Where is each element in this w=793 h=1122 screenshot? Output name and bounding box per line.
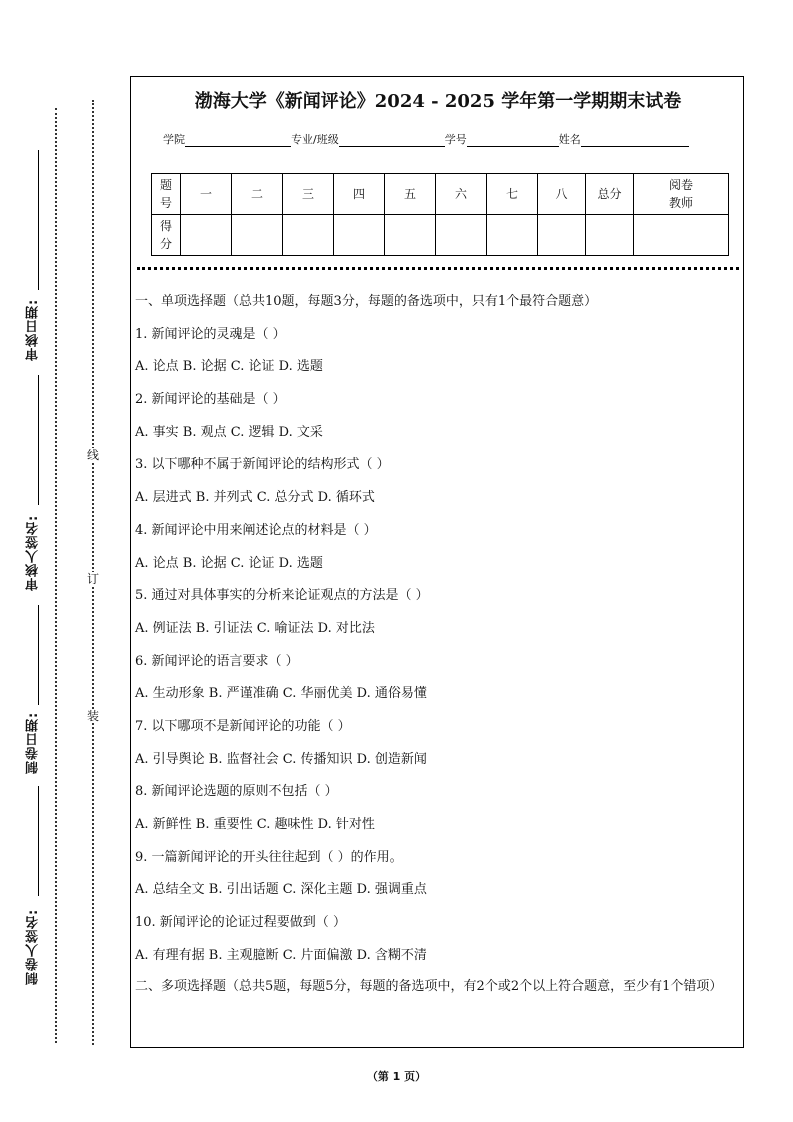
- score-cell[interactable]: [385, 215, 436, 256]
- question-4: 4. 新闻评论中用来阐述论点的材料是（ ）: [135, 522, 377, 538]
- sign-line: [38, 605, 39, 705]
- page-number: （第 1 页）: [366, 1070, 427, 1083]
- sign-line: [38, 150, 39, 290]
- paper-maker-signature-label: 制卷人签名:: [26, 908, 41, 986]
- sign-line: [38, 786, 39, 896]
- question-6-options: A. 生动形象 B. 严谨准确 C. 华丽优美 D. 通俗易懂: [135, 686, 427, 702]
- col-1: 一: [181, 174, 232, 215]
- question-5: 5. 通过对具体事实的分析来论证观点的方法是（ ）: [135, 588, 429, 604]
- question-7-options: A. 引导舆论 B. 监督社会 C. 传播知识 D. 创造新闻: [135, 751, 427, 767]
- student-id-label: 学号: [444, 133, 467, 146]
- col-7: 七: [487, 174, 538, 215]
- question-7: 7. 以下哪项不是新闻评论的功能（ ）: [135, 718, 351, 734]
- student-info-row: [163, 131, 689, 147]
- col-8: 八: [538, 174, 586, 215]
- col-2: 二: [232, 174, 283, 215]
- sign-line: [38, 375, 39, 505]
- score-row-header: 得 分: [152, 215, 181, 256]
- binding-mark-line: 线: [86, 448, 99, 462]
- college-label: 学院: [163, 133, 185, 146]
- question-5-options: A. 例证法 B. 引证法 C. 喻证法 D. 对比法: [135, 620, 375, 636]
- section1-heading: 一、单项选择题（总共10题，每题3分，每题的备选项中，只有1个最符合题意）: [135, 294, 598, 309]
- reviewer-cell[interactable]: [634, 215, 729, 256]
- name-blank[interactable]: [581, 134, 689, 147]
- question-2: 2. 新闻评论的基础是（ ）: [135, 392, 286, 408]
- dotted-binding-line: [55, 108, 57, 1043]
- question-9: 9. 一篇新闻评论的开头往往起到（ ）的作用。: [135, 849, 403, 865]
- score-cell[interactable]: [538, 215, 586, 256]
- student-id-blank[interactable]: [467, 134, 559, 147]
- score-table: [151, 173, 729, 256]
- binding-margin: [24, 150, 54, 1040]
- binding-mark-staple: 订: [86, 572, 99, 586]
- college-blank[interactable]: [185, 134, 291, 147]
- question-8-options: A. 新鲜性 B. 重要性 C. 趣味性 D. 针对性: [135, 817, 375, 832]
- question-3-options: A. 层进式 B. 并列式 C. 总分式 D. 循环式: [135, 490, 375, 506]
- score-cell[interactable]: [436, 215, 487, 256]
- col-6: 六: [436, 174, 487, 215]
- question-3: 3. 以下哪种不属于新闻评论的结构形式（ ）: [135, 457, 390, 473]
- question-number-header: 题 号: [152, 174, 181, 215]
- col-5: 五: [385, 174, 436, 215]
- question-10: 10. 新闻评论的论证过程要做到（ ）: [135, 915, 346, 931]
- question-9-options: A. 总结全文 B. 引出话题 C. 深化主题 D. 强调重点: [135, 882, 427, 898]
- score-cell[interactable]: [586, 215, 634, 256]
- major-blank[interactable]: [339, 134, 445, 147]
- question-6: 6. 新闻评论的语言要求（ ）: [135, 653, 299, 669]
- question-10-options: A. 有理有据 B. 主观臆断 C. 片面偏激 D. 含糊不清: [135, 947, 427, 963]
- col-4: 四: [334, 174, 385, 215]
- exam-title: 渤海大学《新闻评论》2024 - 2025 学年第一学期期末试卷: [194, 91, 682, 112]
- score-cell[interactable]: [334, 215, 385, 256]
- question-8: 8. 新闻评论选题的原则不包括（ ）: [135, 784, 338, 800]
- name-label: 姓名: [558, 133, 581, 146]
- section2-heading: 二、多项选择题（总共5题，每题5分，每题的备选项中，有2个或2个以上符合题意，至少有1个错项）: [135, 979, 723, 995]
- question-2-options: A. 事实 B. 观点 C. 逻辑 D. 文采: [135, 424, 323, 440]
- score-cell[interactable]: [487, 215, 538, 256]
- paper-date-label: 制卷日期:: [26, 711, 41, 775]
- col-total: 总分: [586, 174, 634, 215]
- binding-mark-bind: 装: [86, 709, 99, 723]
- question-4-options: A. 论点 B. 论据 C. 论证 D. 选题: [135, 555, 323, 571]
- reviewer-header: 阅卷 教师: [634, 174, 729, 215]
- score-cell[interactable]: [232, 215, 283, 256]
- dotted-separator: [137, 267, 739, 270]
- major-label: 专业/班级: [291, 133, 339, 146]
- questions-body: [135, 291, 739, 997]
- exam-page-frame: [130, 76, 744, 1048]
- question-1: 1. 新闻评论的灵魂是（ ）: [135, 326, 286, 342]
- review-date-label: 审核日期:: [26, 298, 41, 362]
- reviewer-signature-label: 审核人签名:: [26, 514, 41, 592]
- score-cell[interactable]: [181, 215, 232, 256]
- col-3: 三: [283, 174, 334, 215]
- score-cell[interactable]: [283, 215, 334, 256]
- question-1-options: A. 论点 B. 论据 C. 论证 D. 选题: [135, 359, 323, 375]
